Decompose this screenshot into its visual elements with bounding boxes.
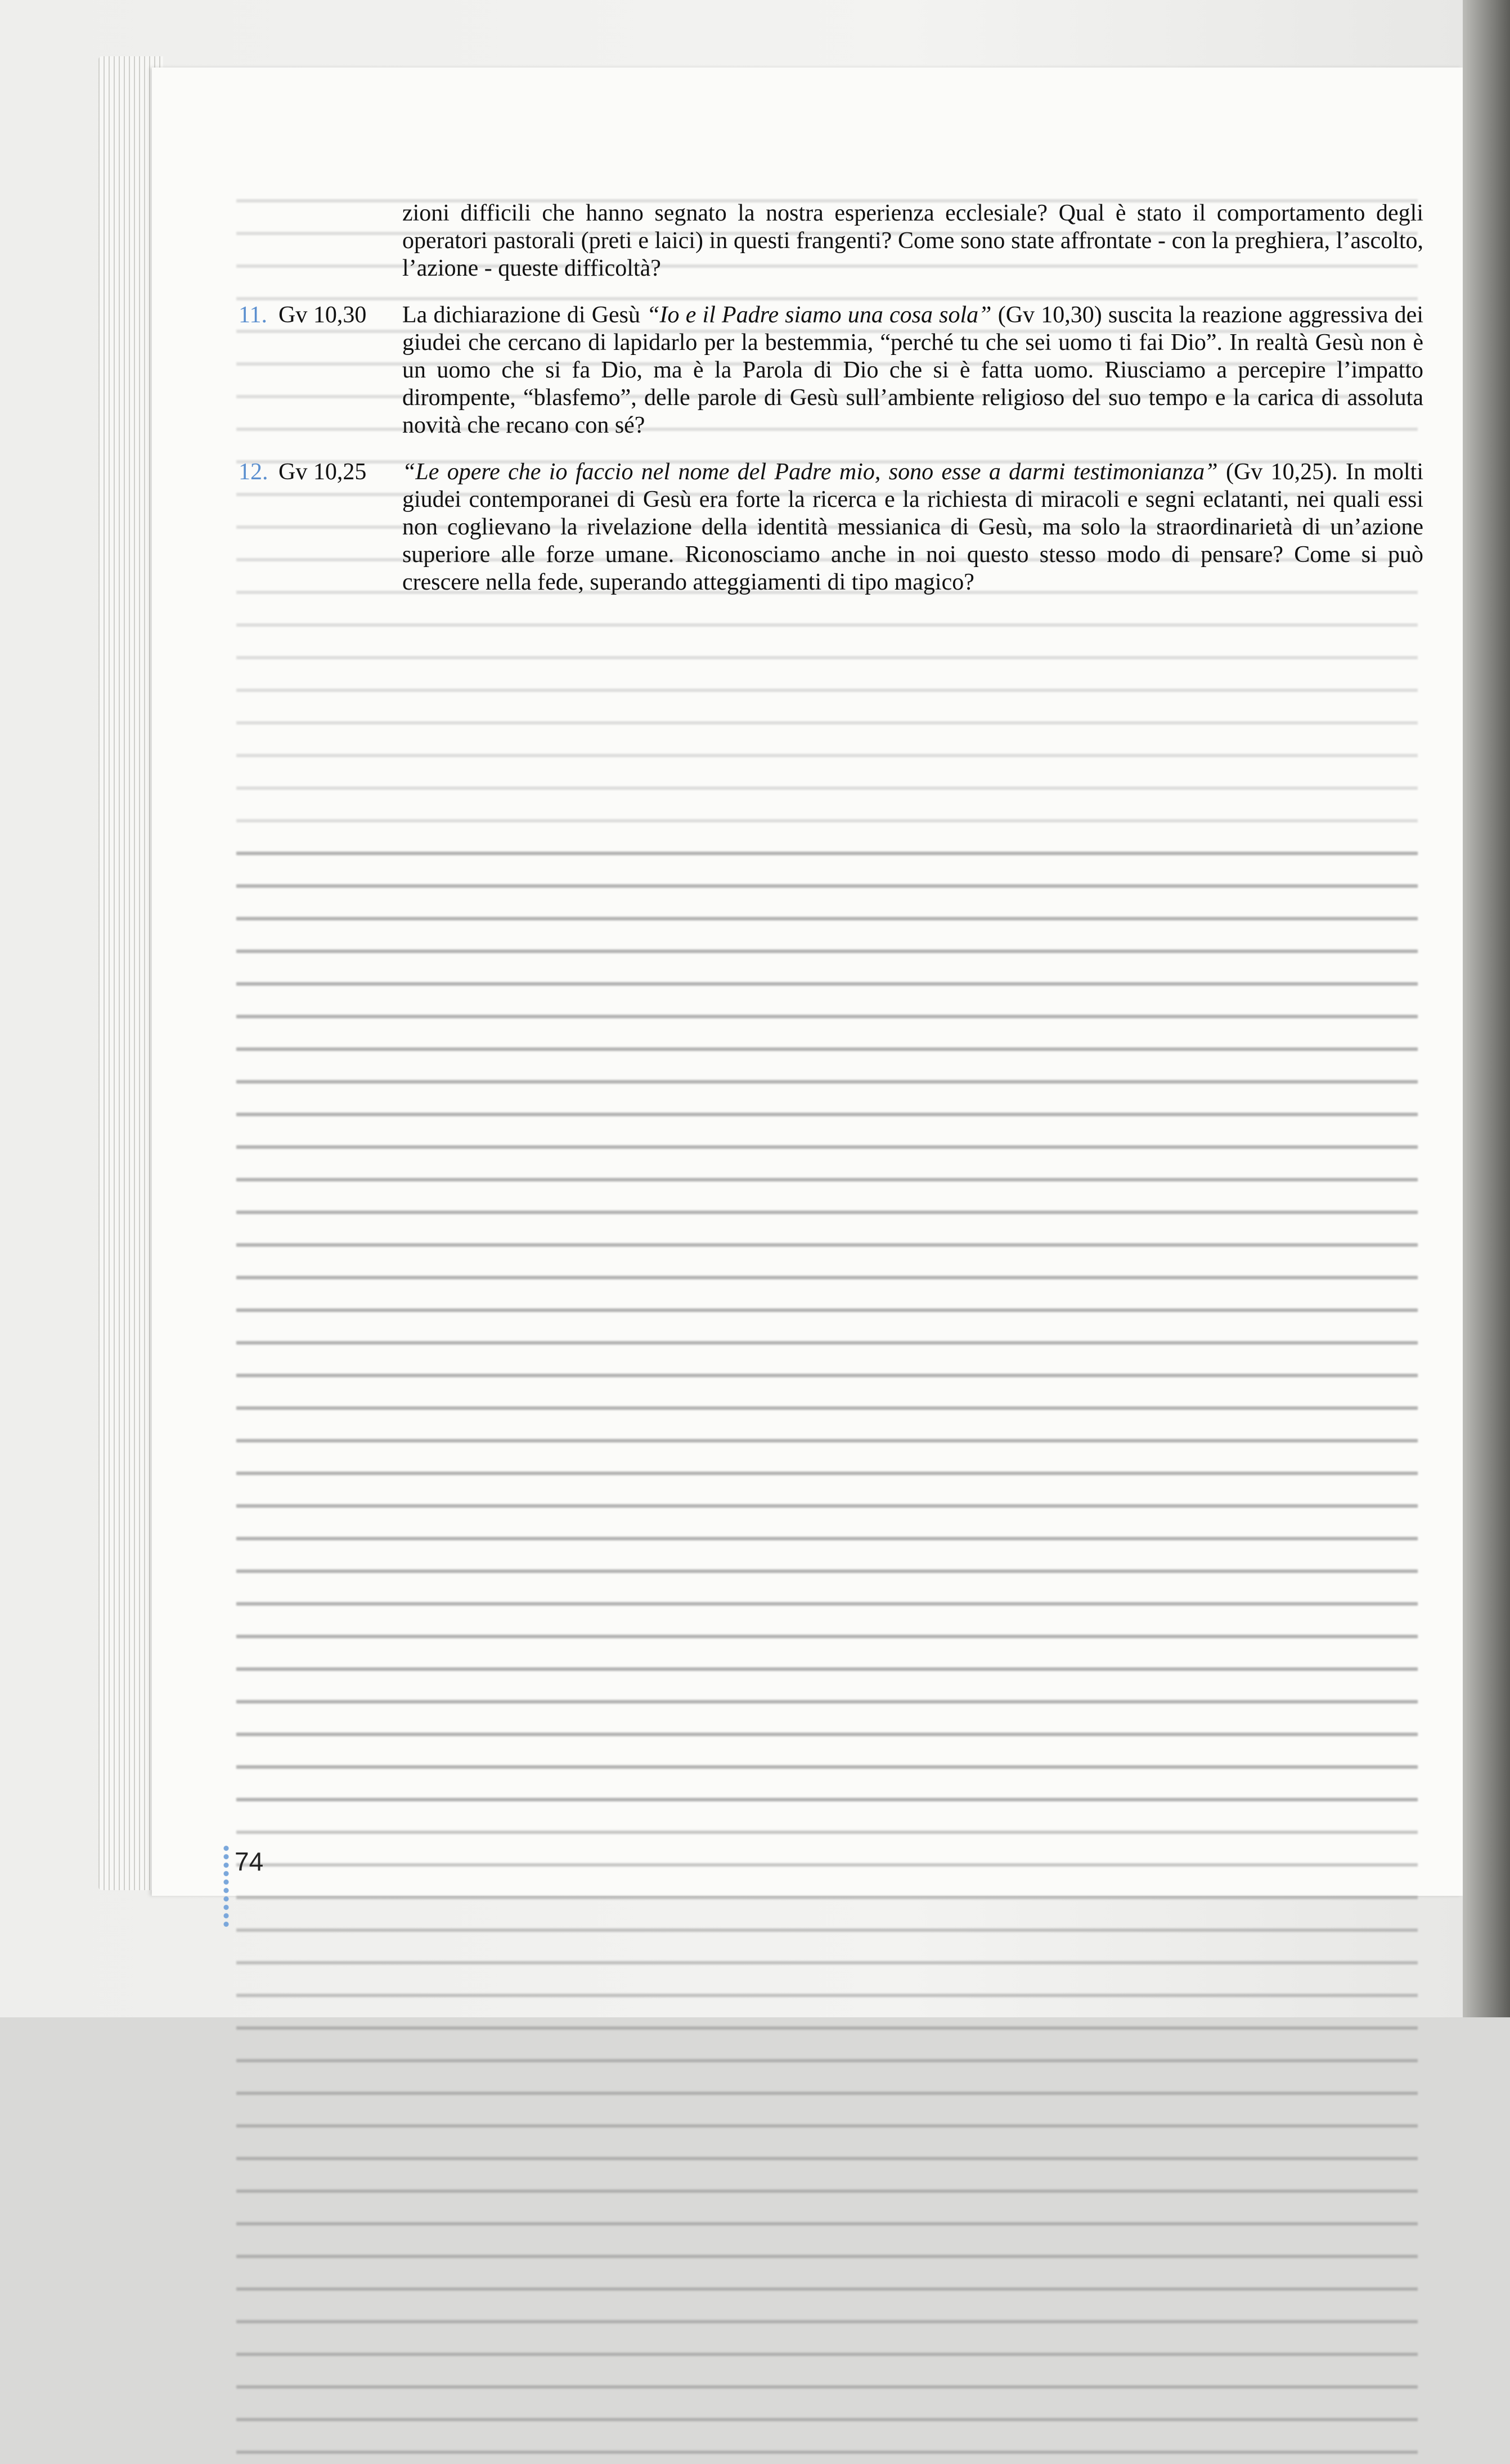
continuation-paragraph: zioni difficili che hanno segnato la nostra esperienza ecclesiale? Qual è stato il comportamento degli operatori pastorali (preti e laici) in questi frangenti? Come sono state affrontate - con la preghiera, l’ascolto, l’azione - queste difficoltà? (402, 200, 1423, 281)
item-text-after: (Gv 10,30) suscita la reazione aggressiva dei giudei che cercano di lapidarlo per la bestemmia, “perché tu che sei uomo ti fai Dio”. In realtà Gesù non è un uomo che si fa Dio, ma è la Parola di Dio che si è fatta uomo. Riusciamo a percepire l’impatto dirompente, “blasfemo”, delle parole di Gesù sull’ambiente religioso del suo tempo e la carica di assoluta novità che recano con sé? (402, 302, 1423, 438)
item-body (402, 302, 1423, 439)
item-number: 11. (239, 302, 267, 328)
item-text-after: (Gv 10,25). In molti giudei contemporanei di Gesù era forte la ricerca e la richiesta di miracoli e segni eclatanti, nei quali essi non coglievano la rivelazione della identità messianica di Gesù, ma solo la straordinarietà di un’azione superiore alle forze umane. Riconosciamo anche in noi questo stesso modo di pensare? Come si può crescere nella fede, superando atteggiamenti di tipo magico? (402, 459, 1424, 595)
page-number (222, 1846, 263, 1877)
item-reference: Gv 10,25 (278, 459, 367, 485)
bleed-through-text-lower (236, 833, 1418, 2464)
item-body (402, 458, 1423, 596)
item-quote: “Io e il Padre siamo una cosa sola” (646, 302, 992, 328)
item-text-before: La dichiarazione di Gesù (402, 302, 647, 328)
page-content (225, 200, 1423, 596)
question-item-11 (225, 302, 1423, 439)
question-item-12 (225, 458, 1423, 596)
page-number-text: 74 (235, 1847, 264, 1876)
binding-shadow (1463, 0, 1510, 2017)
item-number: 12. (239, 459, 268, 485)
item-reference: Gv 10,30 (278, 302, 367, 328)
item-quote: “Le opere che io faccio nel nome del Padre mio, sono esse a darmi testimonianza” (402, 459, 1218, 485)
